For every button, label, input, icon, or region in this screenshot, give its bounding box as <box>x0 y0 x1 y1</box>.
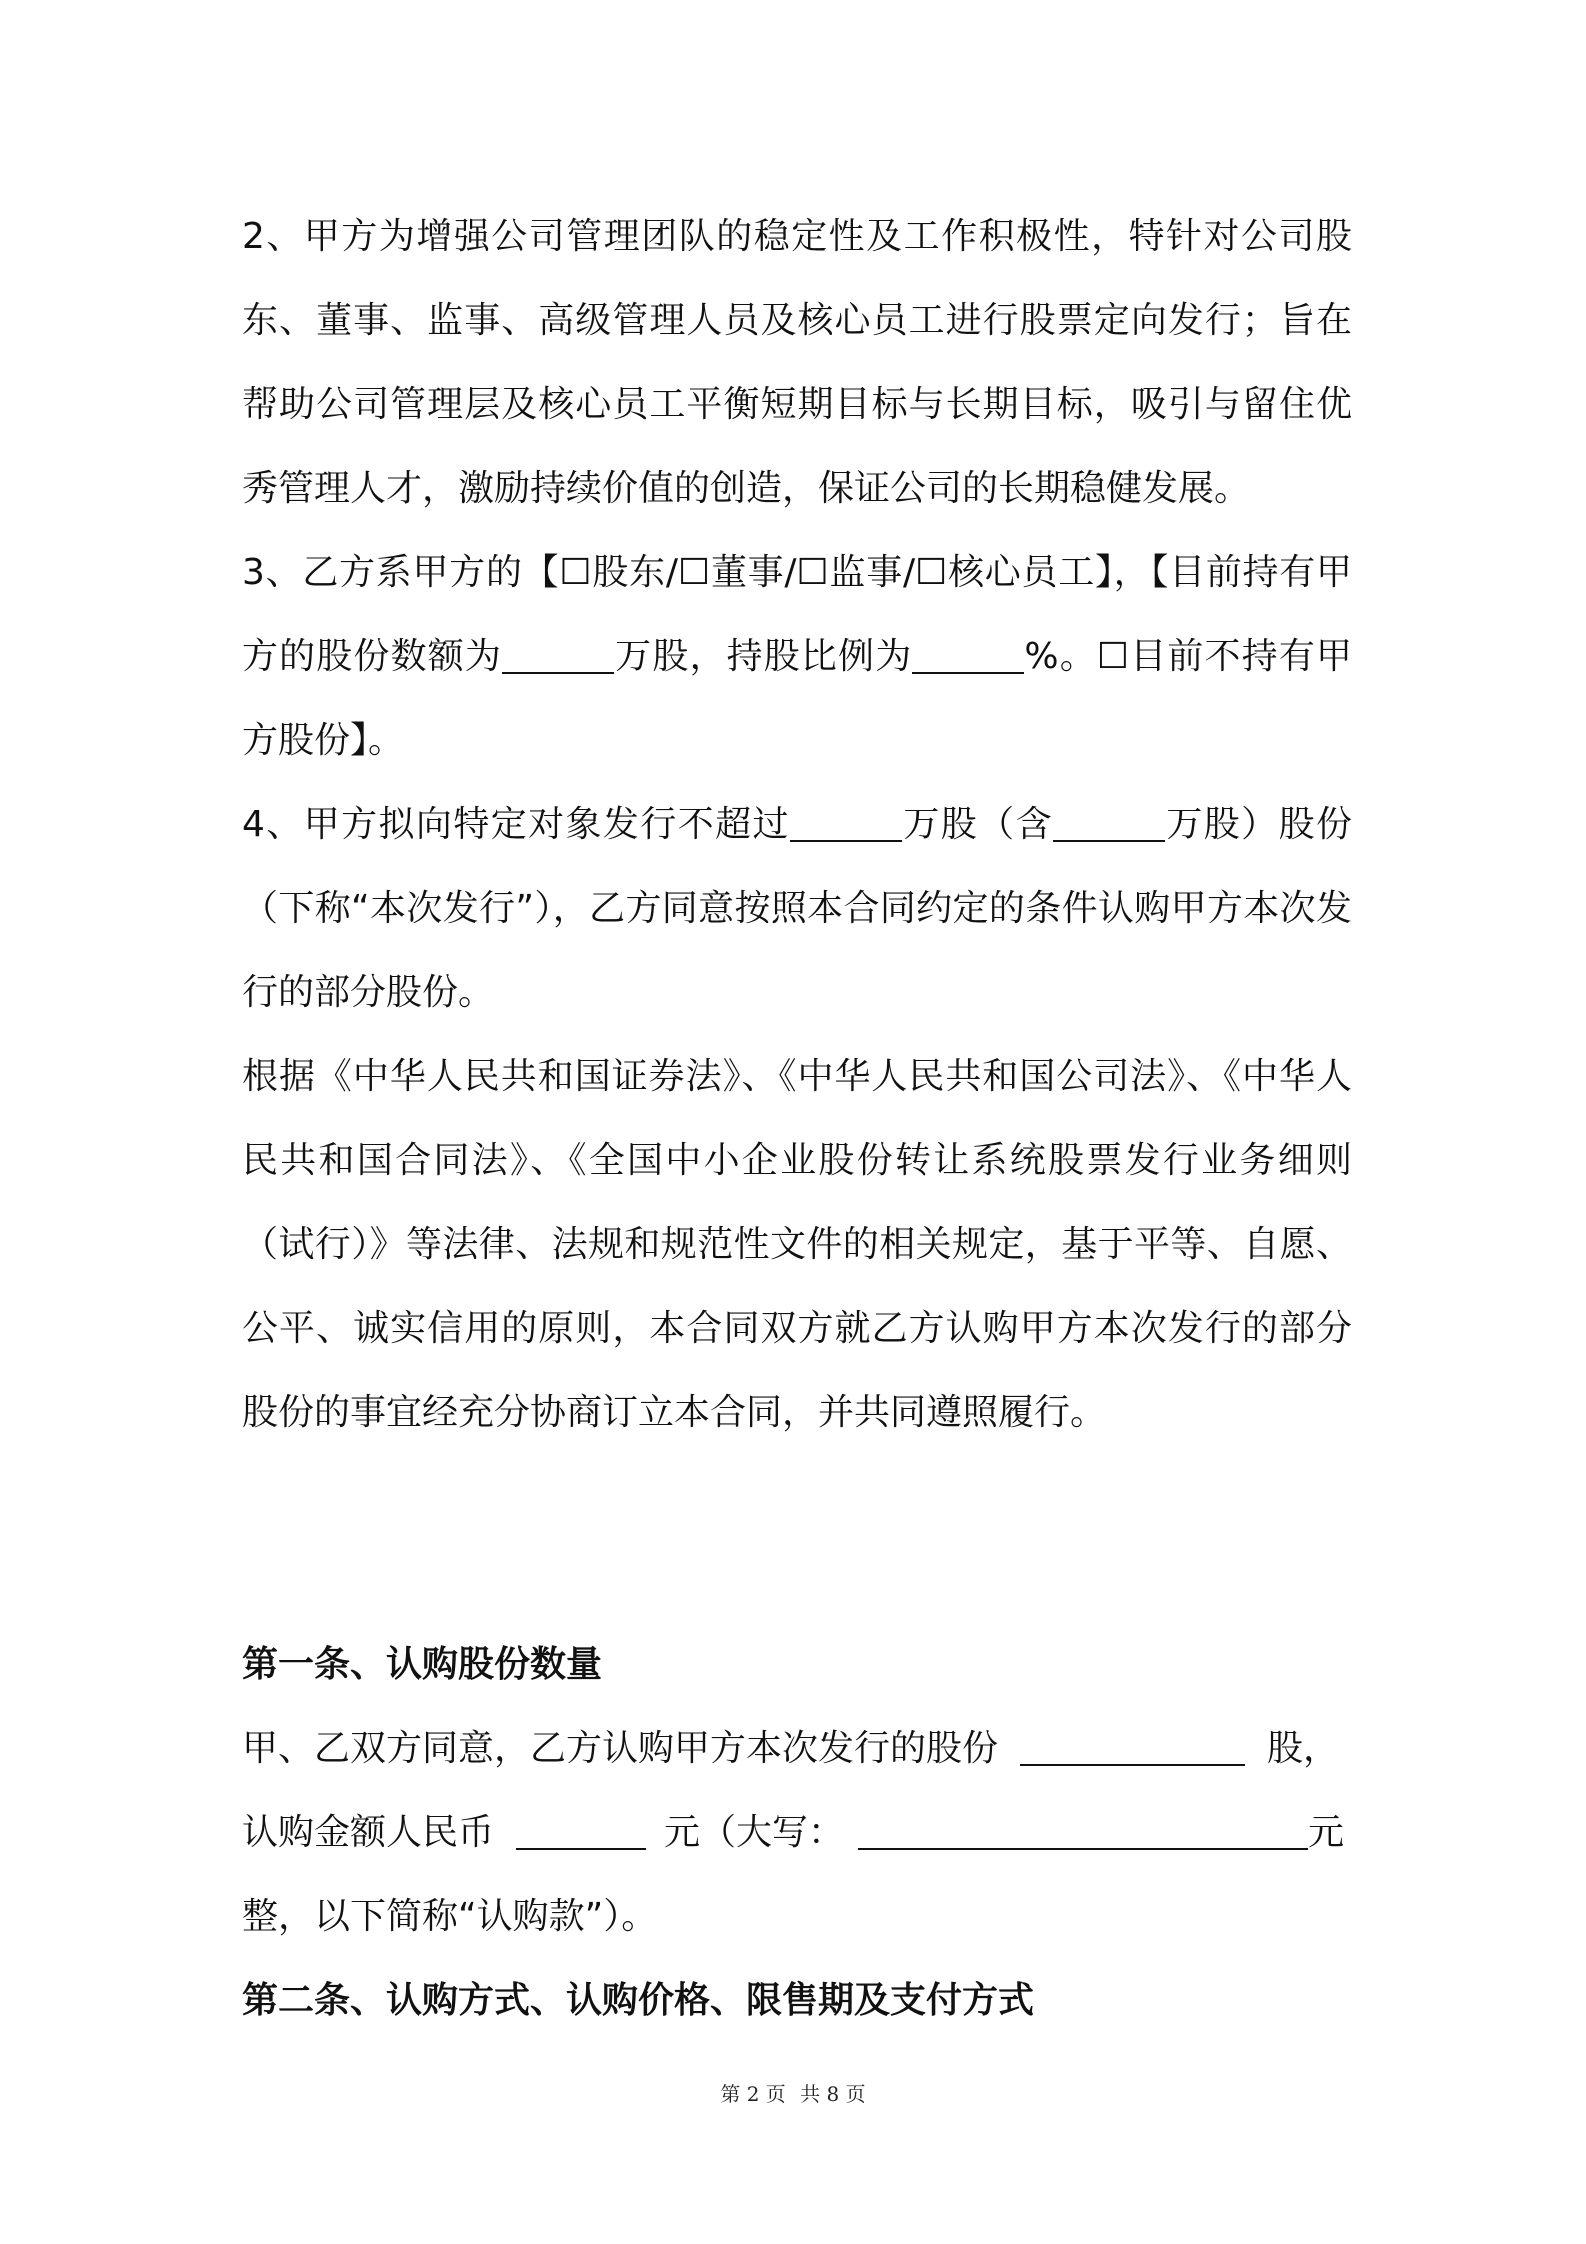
paragraph-3-text-1: 3、乙方系甲方的【☐股东/☐董事/☐监事/☐核心员工】，【目前持有甲方的股份数额为 <box>242 552 1352 677</box>
paragraph-4-text-2: 万股（含 <box>901 804 1053 845</box>
section-gap <box>242 1455 1352 1623</box>
article-1-line-2 <box>242 1791 1352 1875</box>
document-body <box>242 195 1352 2043</box>
paragraph-3 <box>242 531 1352 783</box>
included-shares-blank[interactable] <box>1053 806 1165 842</box>
max-shares-blank[interactable] <box>790 806 902 842</box>
article-1-text-1: 甲、乙双方同意，乙方认购甲方本次发行的股份 <box>242 1728 999 1769</box>
page-number: 第 2 页 <box>720 2082 786 2106</box>
paragraph-4 <box>242 783 1352 1035</box>
paragraph-4-text-1: 4、甲方拟向特定对象发行不超过 <box>242 804 790 845</box>
article-2-heading: 第二条、认购方式、认购价格、限售期及支付方式 <box>242 1980 1035 2021</box>
paragraph-3-text-3: %。☐目前不持有甲方股份】。 <box>242 636 1352 761</box>
amount-words-blank[interactable] <box>858 1814 1308 1850</box>
subscribed-shares-blank[interactable] <box>1020 1730 1245 1766</box>
paragraph-5: 根据《中华人民共和国证券法》、《中华人民共和国公司法》、《中华人民共和国合同法》、《全国中小企业股份转让系统股票发行业务细则（试行）》等法律、法规和规范性文件的相关规定，基于平等、自愿、公平、诚实信用的原则，本合同双方就乙方认购甲方本次发行的部分股份的事宜经充分协商订立本合同，并共同遵照履行。 <box>242 1056 1352 1433</box>
paragraph-4-text-3: 万股）股份（下称“本次发行”），乙方同意按照本合同约定的条件认购甲方本次发行的部分股份。 <box>242 804 1352 1013</box>
paragraph-3-text-2: 万股，持股比例为 <box>614 636 913 677</box>
shares-held-blank[interactable] <box>502 638 614 674</box>
holding-ratio-blank[interactable] <box>912 638 1024 674</box>
paragraph-2: 2、甲方为增强公司管理团队的稳定性及工作积极性，特针对公司股东、董事、监事、高级管理人员及核心员工进行股票定向发行；旨在帮助公司管理层及核心员工平衡短期目标与长期目标，吸引与留住优秀管理人才，激励持续价值的创造，保证公司的长期稳健发展。 <box>242 216 1352 509</box>
article-1-heading: 第一条、认购股份数量 <box>242 1644 603 1685</box>
page-total: 共 8 页 <box>800 2082 866 2106</box>
article-1-text-2: 股， <box>1267 1728 1340 1769</box>
amount-figures-blank[interactable] <box>516 1814 646 1850</box>
article-1-text-4: 元（大写： <box>664 1812 845 1853</box>
article-1-line-1 <box>242 1707 1352 1791</box>
article-1-text-3: 认购金额人民币 <box>242 1812 495 1853</box>
article-1-line-3: 整，以下简称“认购款”）。 <box>242 1896 658 1937</box>
page-footer <box>0 2078 1586 2107</box>
article-1-text-5: 元 <box>1308 1812 1345 1853</box>
